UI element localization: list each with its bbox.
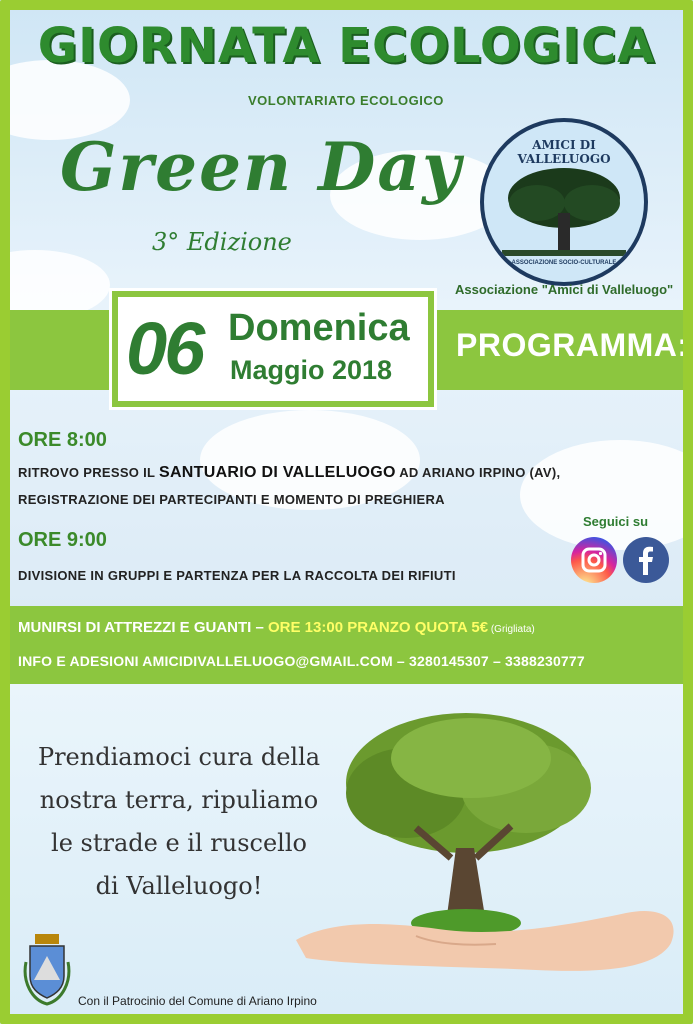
quote-line: le strade e il ruscello [51,829,307,857]
info-line-1 [18,619,535,636]
logo-subtitle: ASSOCIAZIONE SOCIO-CULTURALE [511,260,617,266]
schedule-time: ORE 9:00 [18,529,107,551]
tree-in-hand-image [296,708,686,978]
instagram-icon[interactable] [571,537,617,583]
info-line-2: INFO E ADESIONI AMICIDIVALLELUOGO@GMAIL.COM – 3280145307 – 3388230777 [18,653,585,669]
schedule-text: RITROVO PRESSO IL [18,465,159,480]
schedule-description: DIVISIONE IN GRUPPI E PARTENZA PER LA RACCOLTA DEI RIFIUTI [18,568,456,583]
tree-icon [502,158,626,258]
info-note: (Grigliata) [488,624,535,635]
municipality-crest-icon [22,932,72,1006]
logo-title: AMICI DI VALLELUOGO [517,138,611,166]
association-logo [480,118,648,286]
schedule-text: REGISTRAZIONE DEI PARTECIPANTI E MOMENTO DI PREGHIERA [18,492,445,507]
association-caption: Associazione "Amici di Valleluogo" [455,282,674,297]
schedule-description [18,459,560,513]
page-title: GIORNATA ECOLOGICA [37,18,656,74]
subtitle: VOLONTARIATO ECOLOGICO [248,93,444,108]
date-box [112,291,434,407]
schedule-time: ORE 8:00 [18,429,107,451]
info-highlight: ORE 13:00 PRANZO QUOTA 5€ [268,619,489,636]
facebook-icon[interactable] [623,537,669,583]
patrocinio-text: Con il Patrocinio del Comune di Ariano Irpino [78,994,317,1008]
quote-line: di Valleluogo! [95,872,263,900]
social-label: Seguici su [583,514,649,529]
quote [24,736,334,908]
info-text: MUNIRSI DI ATTREZZI E GUANTI – [18,619,268,636]
event-name: Green Day [60,128,463,206]
quote-line: Prendiamoci cura della [37,743,321,771]
info-band [0,606,693,684]
programma-label: PROGRAMMA: [456,327,689,363]
schedule-text: AD ARIANO IRPINO (AV), [395,465,561,480]
date-day: 06 [126,307,203,390]
edition-label: 3° Edizione [152,228,292,256]
schedule-highlight: SANTUARIO DI VALLELUOGO [158,464,396,481]
quote-line: nostra terra, ripuliamo [39,786,319,814]
date-weekday: Domenica [228,307,410,349]
date-month-year: Maggio 2018 [230,355,393,385]
